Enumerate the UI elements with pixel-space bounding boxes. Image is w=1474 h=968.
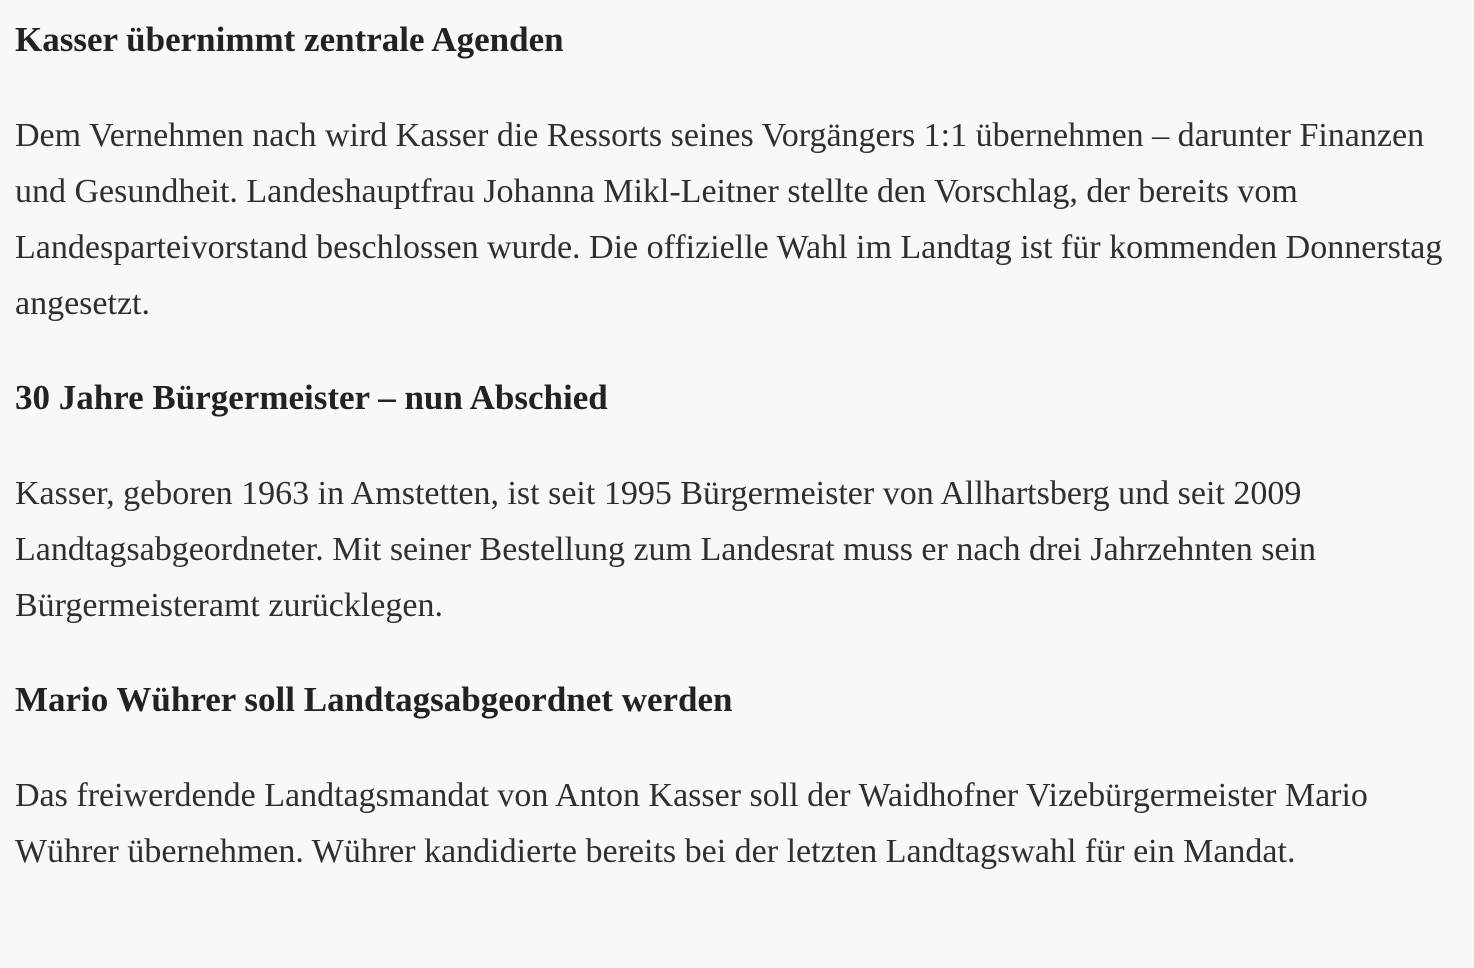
section-heading: 30 Jahre Bürgermeister – nun Abschied [15,378,608,417]
section-paragraph: Das freiwerdende Landtagsmandat von Anton Kasser soll der Waidhofner Vizebürgermeister Mario Wührer übernehmen. Wührer kandidierte bereits bei der letzten Landtagswahl für ein Mandat. [15,777,1368,870]
section-buergermeister-abschied [15,372,1455,634]
article-content [15,14,1455,880]
section-wuehrer-landtag [15,674,1455,880]
section-paragraph: Dem Vernehmen nach wird Kasser die Ressorts seines Vorgängers 1:1 übernehmen – darunter Finanzen und Gesundheit. Landeshauptfrau Johanna Mikl-Leitner stellte den Vorschlag, der bereits vom Landesparteivorstand beschlossen wurde. Die offizielle Wahl im Landtag ist für kommenden Donnerstag angesetzt. [15,117,1443,322]
section-kasser-agenden [15,14,1455,332]
section-heading: Kasser übernimmt zentrale Agenden [15,20,564,59]
section-paragraph: Kasser, geboren 1963 in Amstetten, ist seit 1995 Bürgermeister von Allhartsberg und seit 2009 Landtagsabgeordneter. Mit seiner Bestellung zum Landesrat muss er nach drei Jahrzehnten sein Bürgermeisteramt zurücklegen. [15,475,1317,624]
section-heading: Mario Wührer soll Landtagsabgeordnet werden [15,680,733,719]
